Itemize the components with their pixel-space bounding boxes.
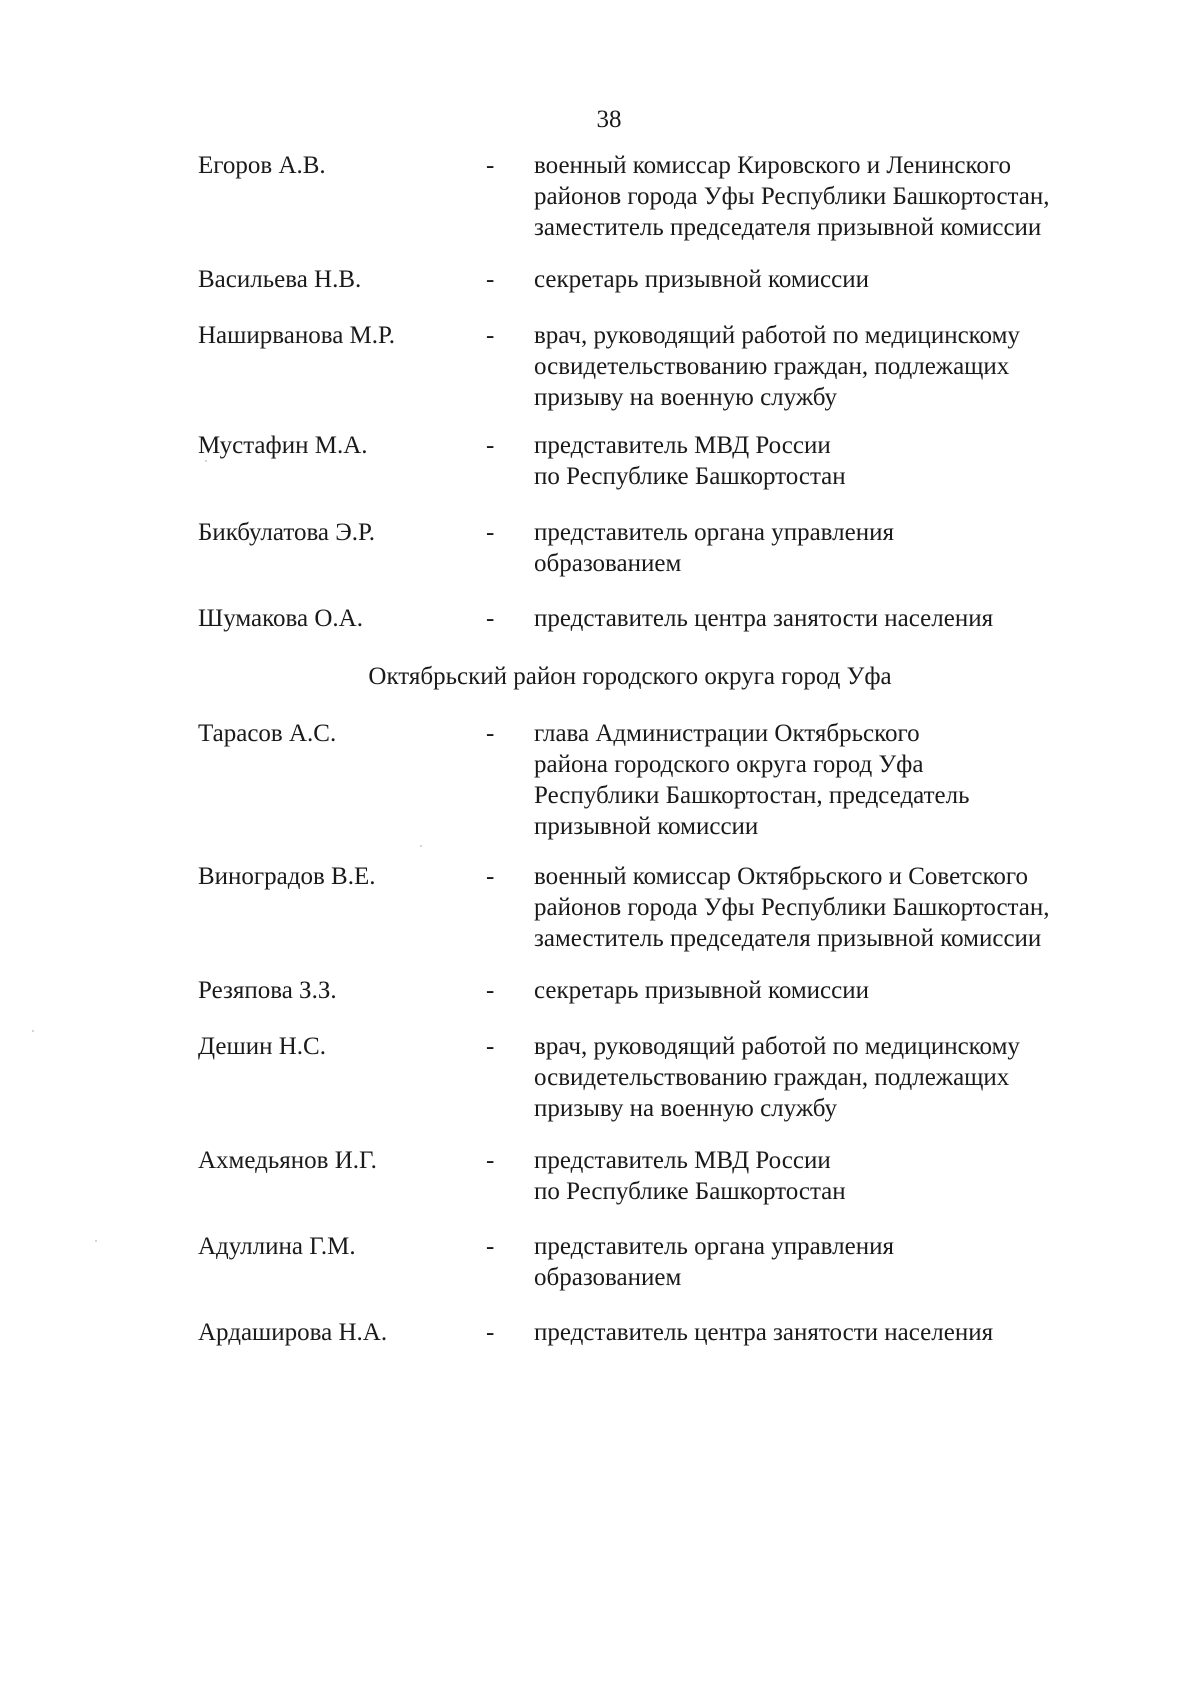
role-line: районов города Уфы Республики Башкортостан, [534, 183, 1050, 210]
member-name: Шумакова О.А. [198, 605, 363, 632]
dash-separator: - [486, 1033, 495, 1060]
section-heading: Октябрьский район городского округа город Уфа [368, 663, 892, 690]
role-line: по Республике Башкортостан [534, 1178, 846, 1205]
role-line: заместитель председателя призывной комиссии [534, 214, 1042, 241]
member-role [534, 1317, 1134, 1348]
dash-separator: - [486, 519, 495, 546]
member-role [534, 718, 1134, 842]
role-line: военный комиссар Кировского и Ленинского [534, 152, 1011, 179]
role-line: представитель центра занятости населения [534, 1319, 994, 1346]
member-name: Мустафин М.А. [198, 432, 368, 459]
member-name: Дешин Н.С. [198, 1033, 326, 1060]
role-line: Республики Башкортостан, председатель [534, 782, 970, 809]
dash-separator: - [486, 432, 495, 459]
dash-separator: - [486, 322, 495, 349]
scan-speck [95, 1240, 97, 1242]
member-name: Егоров А.В. [198, 152, 326, 179]
role-line: освидетельствованию граждан, подлежащих [534, 353, 1010, 380]
role-line: военный комиссар Октябрьского и Советского [534, 863, 1028, 890]
dash-separator: - [486, 1147, 495, 1174]
member-role [534, 1031, 1134, 1124]
member-name: Адуллина Г.М. [198, 1233, 356, 1260]
scan-speck [32, 1030, 34, 1032]
dash-separator: - [486, 1319, 495, 1346]
role-line: врач, руководящий работой по медицинскому [534, 322, 1020, 349]
member-name: Тарасов А.С. [198, 720, 337, 747]
member-name: Наширванова М.Р. [198, 322, 396, 349]
member-role [534, 264, 1134, 295]
page-number: 38 [596, 106, 622, 133]
role-line: образованием [534, 550, 682, 577]
role-line: представитель центра занятости населения [534, 605, 994, 632]
member-name: Ахмедьянов И.Г. [198, 1147, 377, 1174]
dash-separator: - [486, 605, 495, 632]
dash-separator: - [486, 152, 495, 179]
member-role [534, 430, 1134, 492]
role-line: врач, руководящий работой по медицинскому [534, 1033, 1020, 1060]
member-role [534, 150, 1134, 243]
dash-separator: - [486, 863, 495, 890]
member-name: Васильева Н.В. [198, 266, 362, 293]
role-line: освидетельствованию граждан, подлежащих [534, 1064, 1010, 1091]
role-line: призыву на военную службу [534, 1095, 838, 1122]
dash-separator: - [486, 266, 495, 293]
role-line: секретарь призывной комиссии [534, 266, 870, 293]
scan-speck [420, 845, 422, 847]
role-line: представитель органа управления [534, 519, 894, 546]
role-line: района городского округа город Уфа [534, 751, 924, 778]
dash-separator: - [486, 1233, 495, 1260]
role-line: представитель МВД России [534, 1147, 831, 1174]
role-line: призыву на военную службу [534, 384, 838, 411]
member-role [534, 517, 1134, 579]
member-role [534, 1231, 1134, 1293]
member-name: Ардаширова Н.А. [198, 1319, 388, 1346]
role-line: представитель органа управления [534, 1233, 894, 1260]
member-name: Резяпова З.З. [198, 977, 337, 1004]
role-line: образованием [534, 1264, 682, 1291]
dash-separator: - [486, 977, 495, 1004]
member-role [534, 975, 1134, 1006]
role-line: по Республике Башкортостан [534, 463, 846, 490]
member-name: Бикбулатова Э.Р. [198, 519, 376, 546]
dash-separator: - [486, 720, 495, 747]
role-line: заместитель председателя призывной комиссии [534, 925, 1042, 952]
scan-speck [205, 460, 207, 462]
role-line: представитель МВД России [534, 432, 831, 459]
member-role [534, 1145, 1134, 1207]
role-line: районов города Уфы Республики Башкортостан, [534, 894, 1050, 921]
role-line: глава Администрации Октябрьского [534, 720, 920, 747]
member-role [534, 320, 1134, 413]
member-name: Виноградов В.Е. [198, 863, 376, 890]
member-role [534, 603, 1134, 634]
role-line: секретарь призывной комиссии [534, 977, 870, 1004]
role-line: призывной комиссии [534, 813, 759, 840]
member-role [534, 861, 1134, 954]
